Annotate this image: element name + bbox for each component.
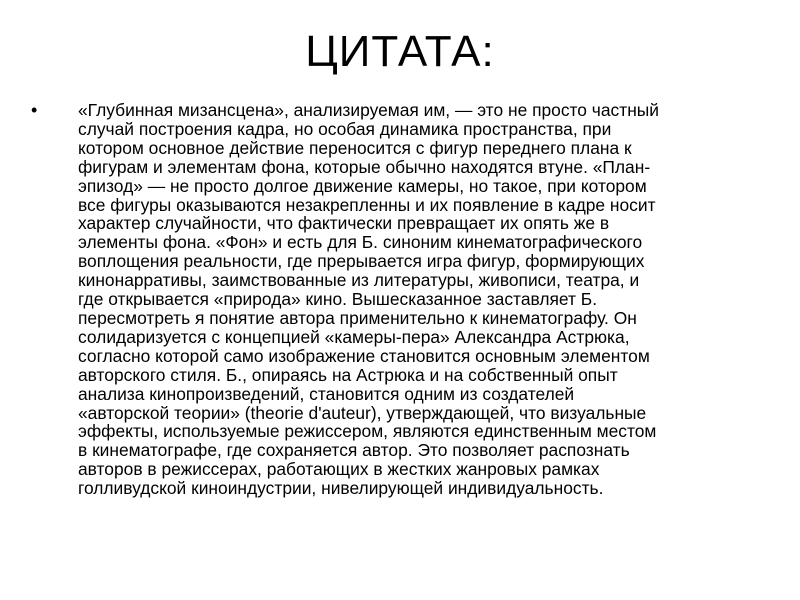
quote-line: «авторской теории» (theorie d'auteur), утверждающей, что визуальные: [78, 402, 647, 423]
quote-line: кинонарративы, заимствованные из литературы, живописи, театра, и: [78, 270, 640, 291]
quote-line: авторов в режиссерах, работающих в жестких жанровых рамках: [78, 459, 600, 480]
quote-line: согласно которой само изображение становится основным элементом: [78, 345, 650, 366]
bullet-icon: •: [31, 100, 38, 120]
quote-line: эпизод» — не просто долгое движение камеры, но такое, при котором: [78, 175, 647, 196]
quote-line: эффекты, используемые режиссером, являются единственным местом: [78, 421, 657, 442]
quote-line: характер случайности, что фактически превращает их опять же в: [78, 213, 610, 234]
quote-line: голливудской киноиндустрии, нивелирующей индивидуальность.: [78, 478, 604, 499]
quote-line: солидаризуется с концепцией «камеры-пера» Александра Астрюка,: [78, 326, 630, 347]
quote-line: котором основное действие переносится с фигур переднего плана к: [78, 137, 632, 158]
quote-paragraph: [78, 101, 750, 498]
quote-line: фигурам и элементам фона, которые обычно находятся втуне. «План-: [78, 156, 651, 177]
quote-line: в кинематографе, где сохраняется автор. Это позволяет распознать: [78, 440, 630, 461]
quote-line: все фигуры оказываются незакрепленны и их появление в кадре носит: [78, 194, 656, 215]
quote-line: авторского стиля. Б., опираясь на Астрюка и на собственный опыт: [78, 364, 618, 385]
quote-line: анализа кинопроизведений, становится одним из создателей: [78, 383, 575, 404]
quote-line: «Глубинная мизансцена», анализируемая им, — это не просто частный: [78, 100, 660, 120]
quote-line: пересмотреть я понятие автора применительно к кинематографу. Он: [78, 307, 637, 328]
quote-line: воплощения реальности, где прерывается игра фигур, формирующих: [78, 251, 645, 272]
quote-line: случай построения кадра, но особая динамика пространства, при: [78, 118, 612, 139]
slide-title: ЦИТАТА:: [305, 27, 495, 76]
quote-line: где открывается «природа» кино. Вышесказанное заставляет Б.: [78, 289, 598, 310]
quote-line: элементы фона. «Фон» и есть для Б. синоним кинематографического: [78, 232, 643, 253]
